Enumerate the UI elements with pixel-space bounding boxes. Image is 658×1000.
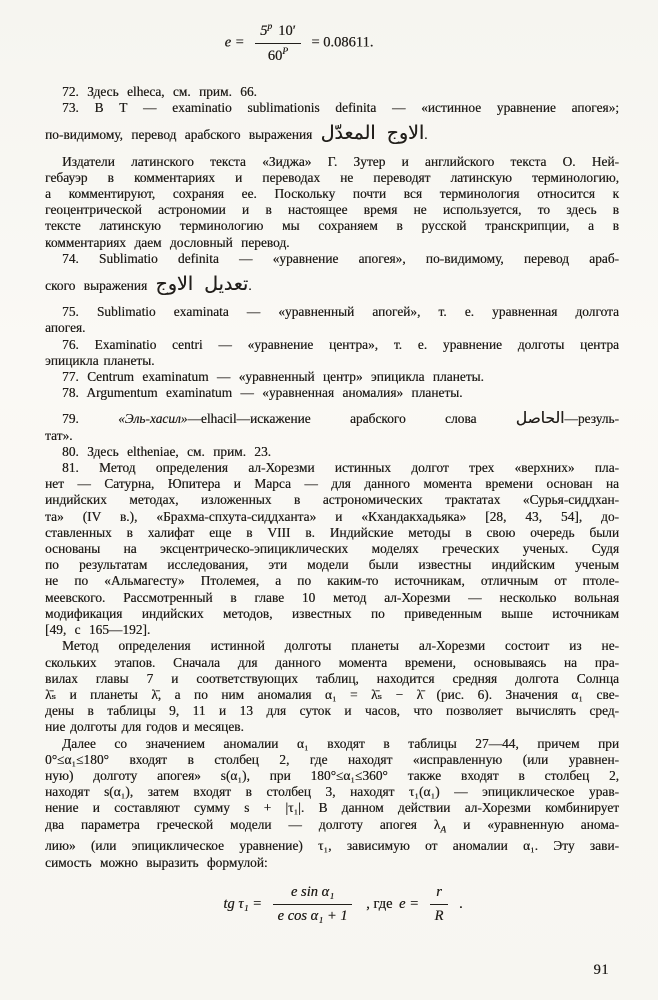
formula-lhs: tg τ₁ = — [223, 895, 262, 912]
text-line — [45, 541, 619, 557]
text-line — [45, 124, 619, 143]
text-run: ние долготы для годов и месяцев. — [45, 719, 244, 735]
text-line — [45, 428, 619, 444]
fraction — [273, 884, 353, 925]
text-run: основаны на эксцентрическо-эпициклических моделях греческих ученых. Судя — [45, 541, 619, 557]
text-run: и «уравненную анома- — [446, 816, 619, 832]
text-run: а комментируют, сохраняя ее. Поскольку почти вся терминология относится к — [45, 186, 619, 202]
text-line — [45, 622, 619, 638]
text-run: ную) долготу апогея» s(α₁), при 180°≤α₁≤360° также входят в столбец 2, — [45, 767, 619, 783]
text-line — [45, 590, 619, 606]
page-number: 91 — [593, 962, 609, 978]
text-run: Далее со значением аномалии α₁ входят в таблицы 27—44, причем при — [62, 735, 619, 751]
text-run: 74. Sublimatio definita — «уравнение апогея», по-видимому, перевод араб- — [62, 250, 619, 266]
arabic-phrase: الاوج المعدّل — [320, 122, 425, 145]
fraction — [255, 22, 301, 65]
text-run: дены в таблицы 9, 11 и 13 для суток и часов, что позволяет вычислять сред- — [45, 703, 619, 719]
text-line — [45, 687, 619, 703]
text-line — [45, 251, 619, 267]
text-line — [45, 353, 619, 369]
text-run: лию» (или эпициклическое уравнение) τ₁, зависимую от аномалии α₁. Эту зави- — [45, 838, 619, 854]
fraction-numerator: e sin α₁ — [290, 884, 335, 900]
eccentricity-lhs: e = — [399, 895, 419, 912]
text-run: 76. Examinatio centri — «уравнение центра», т. е. уравнение долготы центра — [62, 336, 619, 352]
text-line — [45, 411, 619, 427]
fraction-denominator: e cos α₁ + 1 — [273, 904, 353, 925]
text-line — [45, 703, 619, 719]
fraction-denominator — [255, 43, 301, 65]
formula-period: . — [459, 895, 463, 912]
text-line — [45, 784, 619, 800]
denominator-base: 60 — [267, 47, 283, 64]
text-line — [45, 817, 619, 839]
text-line — [45, 476, 619, 492]
text-line — [45, 154, 619, 170]
text-line — [45, 638, 619, 654]
text-line — [45, 337, 619, 353]
text-column — [45, 84, 619, 871]
text-run: по результатам исследования, эти модели были известны индийским ученым — [45, 557, 619, 573]
text-run: 75. Sublimatio examinata — «уравненный апогей», т. е. уравненная долгота — [62, 304, 619, 320]
text-line — [45, 460, 619, 476]
formula-result: = 0.08611. — [311, 34, 374, 51]
text-run: та» (IV в.), «Брахма-спхута-сиддханта» и «Кхандакхадьяка» [28, 43, 54], до- — [45, 508, 619, 524]
text-run: два параметра греческой модели — долготу апогея λ — [45, 816, 441, 832]
text-line — [45, 186, 619, 202]
text-line — [45, 202, 619, 218]
text-run: находят s(α₁), затем входят в столбец 3, находят τ₁(α₁) — эпициклическое урав- — [45, 784, 619, 800]
text-run: нет — Сатурна, Юпитера и Марса — для данного момента времени основан на — [45, 476, 619, 492]
text-run: геоцентрической астрономии и в настоящее время не используется, то здесь в — [45, 202, 619, 218]
formula-lhs: e = — [224, 34, 245, 51]
fraction-numerator — [255, 22, 301, 43]
text-line — [45, 275, 619, 294]
fraction-small — [430, 884, 449, 925]
text-run: симость можно выразить формулой: — [45, 854, 268, 870]
text-line — [45, 573, 619, 589]
denominator-superscript: P — [282, 46, 289, 57]
formula-eccentricity — [0, 22, 628, 65]
text-line — [45, 838, 619, 854]
text-run: 77. Centrum examinatum — «уравненный центр» эпицикла планеты. — [62, 369, 484, 385]
formula-connector: , где — [366, 895, 393, 912]
text-line — [45, 84, 619, 100]
text-line — [45, 557, 619, 573]
text-run: —резуль- — [564, 411, 619, 427]
text-run: 79. — [62, 411, 119, 427]
text-run: ского выражения — [45, 278, 156, 294]
text-run: 81. Метод определения ал-Хорезми истинных долгот трех «верхних» пла- — [62, 460, 619, 476]
text-line — [45, 369, 619, 385]
text-run: комментариях даем дословный перевод. — [45, 234, 290, 250]
text-line — [45, 768, 619, 784]
text-run: гебауэр в комментариях и переводах не переводят латинскую терминологию, — [45, 169, 619, 185]
text-line — [45, 304, 619, 320]
text-run: не по «Альмагесту» Птолемея, а по каким-то источникам, отличным от птоле- — [45, 573, 619, 589]
text-line — [45, 736, 619, 752]
text-line — [45, 800, 619, 816]
numerator-base: 5 — [260, 22, 268, 39]
text-line — [45, 235, 619, 251]
text-run: эпицикла планеты. — [45, 352, 155, 368]
text-line — [45, 385, 619, 401]
text-line — [45, 100, 619, 116]
text-run: 73. В Т — examinatio sublimationis definita — «истинное уравнение апогея»; — [62, 100, 619, 116]
text-run: 72. Здесь elheca, см. прим. 66. — [62, 84, 257, 99]
text-run: «Эль-хасил» — [118, 411, 188, 427]
text-line — [45, 444, 619, 460]
text-run: 78. Argumentum examinatum — «уравненная аномалия» планеты. — [62, 385, 463, 401]
text-line — [45, 606, 619, 622]
text-run: индийских методах, изложенных в астрономических трактатах «Сурья-сиддхан- — [45, 492, 619, 508]
text-run: тат». — [45, 427, 73, 443]
numerator-rest: 10′ — [278, 22, 296, 39]
text-run: λ̄ₛ и планеты λ̄, а по ним аномалия α₁ = λ̄ₛ − λ̄ (рис. 6). Значения α₁ све- — [45, 686, 619, 702]
text-run: [49, с 165—192]. — [45, 622, 151, 638]
arabic-phrase: الحاصل — [515, 409, 565, 428]
text-run: 80. Здесь eltheniae, см. прим. 23. — [62, 443, 272, 459]
text-run: нение и составляют сумму s + |τ₁|. В данном действии ал-Хорезми комбинирует — [45, 800, 619, 816]
text-line — [45, 320, 619, 336]
text-run: по-видимому, перевод арабского выражения — [45, 127, 321, 143]
fraction-denominator: R — [430, 904, 449, 925]
text-run: скольких этапов. Сначала для данного момента времени, основываясь на пра- — [45, 654, 619, 670]
formula-epicyclic-equation — [14, 884, 658, 925]
fraction-numerator: r — [436, 884, 442, 900]
text-line — [45, 855, 619, 871]
text-run: тексте латинскую терминологию мы сохраняем в русской транскрипции, а в — [45, 218, 619, 234]
text-line — [45, 509, 619, 525]
text-run: . — [424, 127, 428, 143]
text-line — [45, 170, 619, 186]
text-run: A — [440, 825, 447, 836]
text-line — [45, 671, 619, 687]
text-line — [45, 752, 619, 768]
text-run: ставленных в халифат еще в VIII в. Индийские методы в свою очередь были — [45, 524, 619, 540]
text-run: модификация индийских методов, известных по приведенным выше источникам — [45, 605, 619, 621]
numerator-superscript: p — [267, 22, 273, 32]
text-run: 0°≤α₁≤180° входят в столбец 2, где находят «исправленную (или уравнен- — [45, 751, 619, 767]
text-run: . — [248, 278, 252, 294]
text-run: Метод определения истинной долготы планеты ал-Хорезми состоит из не- — [62, 638, 619, 654]
text-line — [45, 492, 619, 508]
text-run: Издатели латинского текста «Зиджа» Г. Зутер и английского текста О. Ней- — [62, 153, 619, 169]
text-line — [45, 525, 619, 541]
text-line — [45, 655, 619, 671]
text-run: апогея. — [45, 320, 86, 336]
text-run: вилах главы 7 и соответствующих таблиц, находится средняя долгота Солнца — [45, 670, 619, 686]
arabic-phrase: تعديل الاوج — [155, 273, 249, 296]
text-run: меевского. Рассмотренный в главе 10 метод ал-Хорезми — несколько вольная — [45, 589, 619, 605]
text-line — [45, 719, 619, 735]
text-run: —elhacil—искажение арабского слова — [187, 411, 516, 427]
text-line — [45, 218, 619, 234]
